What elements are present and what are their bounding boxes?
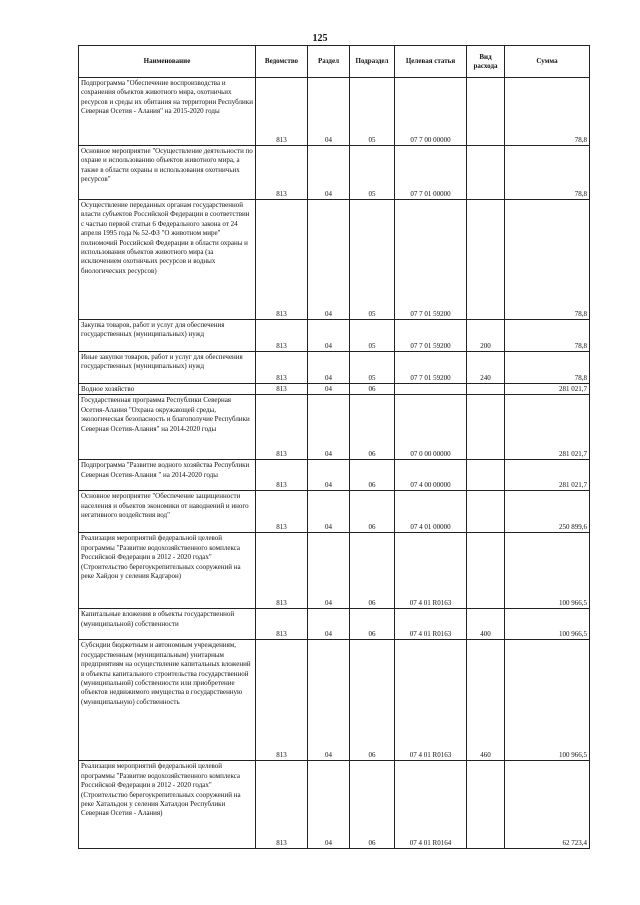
row-sum: 100 966,5 (505, 640, 590, 761)
row-section: 04 (308, 460, 350, 491)
row-subsection: 05 (350, 320, 395, 352)
row-section: 04 (308, 609, 350, 640)
row-sum: 78,8 (505, 352, 590, 384)
col-header-target: Целевая статья (395, 46, 467, 78)
row-expense-type (467, 395, 505, 460)
row-section: 04 (308, 352, 350, 384)
row-expense-type (467, 460, 505, 491)
row-target: 07 7 00 00000 (395, 78, 467, 146)
row-section: 04 (308, 533, 350, 609)
row-subsection: 06 (350, 395, 395, 460)
row-name: Реализация мероприятий федеральной целевой программы "Развитие водохозяйственного комплекса Российской Федерации в 2012 - 2020 годах" (Строительство берегоукрепительных сооружений на реке Хатальдон у селения Хаталдон Республики Северная Осетия - Алания) (79, 761, 256, 849)
row-target: 07 4 01 R0163 (395, 609, 467, 640)
row-dept: 813 (256, 609, 308, 640)
table-row (79, 320, 590, 352)
table-row (79, 609, 590, 640)
row-expense-type (467, 78, 505, 146)
row-target: 07 4 01 R0163 (395, 533, 467, 609)
row-sum: 100 966,5 (505, 609, 590, 640)
table-row (79, 200, 590, 320)
row-target: 07 7 01 59200 (395, 320, 467, 352)
row-expense-type (467, 200, 505, 320)
row-expense-type: 460 (467, 640, 505, 761)
row-section: 04 (308, 640, 350, 761)
row-name: Основное мероприятие "Осуществление деятельности по охране и использованию объектов животного мира, а также в области охраны и использования охотничьих ресурсов" (79, 146, 256, 200)
table-row (79, 384, 590, 395)
row-dept: 813 (256, 78, 308, 146)
row-section: 04 (308, 320, 350, 352)
col-header-expense-type: Вид расхода (467, 46, 505, 78)
row-dept: 813 (256, 761, 308, 849)
table-row (79, 78, 590, 146)
row-subsection: 06 (350, 533, 395, 609)
row-name: Закупка товаров, работ и услуг для обеспечения государственных (муниципальных) нужд (79, 320, 256, 352)
col-header-name: Наименование (79, 46, 256, 78)
row-sum: 281 021,7 (505, 395, 590, 460)
row-expense-type: 400 (467, 609, 505, 640)
row-target: 07 7 01 59200 (395, 200, 467, 320)
row-sum: 62 723,4 (505, 761, 590, 849)
row-name: Основное мероприятие "Обеспечение защищенности населения и объектов экономики от наводнений и иного негативного воздействия вод" (79, 491, 256, 533)
row-section: 04 (308, 146, 350, 200)
row-section: 04 (308, 395, 350, 460)
row-section: 04 (308, 491, 350, 533)
row-subsection: 05 (350, 78, 395, 146)
budget-table (78, 45, 590, 849)
row-subsection: 06 (350, 609, 395, 640)
row-expense-type (467, 146, 505, 200)
row-subsection: 06 (350, 460, 395, 491)
row-sum: 78,8 (505, 200, 590, 320)
row-target (395, 384, 467, 395)
row-name: Подпрограмма "Развитие водного хозяйства Республики Северная Осетия-Алания " на 2014-2020 годы (79, 460, 256, 491)
table-row (79, 146, 590, 200)
row-sum: 78,8 (505, 78, 590, 146)
col-header-dept: Ведомство (256, 46, 308, 78)
row-expense-type (467, 384, 505, 395)
row-section: 04 (308, 200, 350, 320)
row-subsection: 05 (350, 200, 395, 320)
row-dept: 813 (256, 640, 308, 761)
row-dept: 813 (256, 146, 308, 200)
row-sum: 281 021,7 (505, 460, 590, 491)
row-name: Государственная программа Республики Северная Осетия-Алания "Охрана окружающей среды, экологическая безопасность и благополучие Республики Северная Осетия-Алания" на 2014-2020 годы (79, 395, 256, 460)
table-row (79, 491, 590, 533)
row-expense-type (467, 491, 505, 533)
row-subsection: 05 (350, 352, 395, 384)
row-sum: 100 966,5 (505, 533, 590, 609)
row-name: Капитальные вложения в объекты государственной (муниципальной) собственности (79, 609, 256, 640)
page-number: 125 (312, 33, 328, 44)
row-dept: 813 (256, 460, 308, 491)
row-target: 07 4 00 00000 (395, 460, 467, 491)
row-sum: 78,8 (505, 320, 590, 352)
col-header-subsection: Подраздел (350, 46, 395, 78)
row-target: 07 0 00 00000 (395, 395, 467, 460)
row-subsection: 06 (350, 761, 395, 849)
row-dept: 813 (256, 491, 308, 533)
row-name: Подпрограмма "Обеспечение воспроизводства и сохранения объектов животного мира, охотничьих ресурсов и среды их обитания на территории Республики Северная Осетия - Алания" на 2015-2020 годы (79, 78, 256, 146)
row-subsection: 06 (350, 640, 395, 761)
row-sum: 78,8 (505, 146, 590, 200)
row-target: 07 7 01 59200 (395, 352, 467, 384)
col-header-sum: Сумма (505, 46, 590, 78)
table-row (79, 761, 590, 849)
table-row (79, 460, 590, 491)
row-subsection: 06 (350, 384, 395, 395)
row-subsection: 06 (350, 491, 395, 533)
row-dept: 813 (256, 320, 308, 352)
row-section: 04 (308, 761, 350, 849)
row-target: 07 4 01 R0163 (395, 640, 467, 761)
row-dept: 813 (256, 352, 308, 384)
row-dept: 813 (256, 533, 308, 609)
row-dept: 813 (256, 384, 308, 395)
row-section: 04 (308, 78, 350, 146)
row-name: Реализация мероприятий федеральной целевой программы "Развитие водохозяйственного комплекса Российской Федерации в 2012 - 2020 годах" (Строительство берегоукрепительных сооружений на реке Хайдон у селения Кадгарон) (79, 533, 256, 609)
row-expense-type (467, 761, 505, 849)
row-name: Субсидии бюджетным и автономным учреждениям, государственным (муниципальным) унитарным предприятиям на осуществление капитальных вложений в объекты капитального строительства государственной (муниципальной) собственности или приобретение объектов недвижимого имущества в государственную (муниципальную) собственность (79, 640, 256, 761)
table-row (79, 640, 590, 761)
table-row (79, 395, 590, 460)
row-dept: 813 (256, 395, 308, 460)
row-name: Водное хозяйство (79, 384, 256, 395)
col-header-section: Раздел (308, 46, 350, 78)
table-row (79, 533, 590, 609)
row-name: Иные закупки товаров, работ и услуг для обеспечения государственных (муниципальных) нужд (79, 352, 256, 384)
table-header-row (79, 46, 590, 78)
row-section: 04 (308, 384, 350, 395)
table-row (79, 352, 590, 384)
row-target: 07 7 01 00000 (395, 146, 467, 200)
row-name: Осуществление переданных органам государственной власти субъектов Российской Федерации в соответствии с частью первой статьи 6 Федерального закона от 24 апреля 1995 года № 52-ФЗ "О животном мире" полномочий Российской Федерации в области охраны и использования объектов животного мира (за исключением охотничьих ресурсов и водных биологических ресурсов) (79, 200, 256, 320)
row-target: 07 4 01 R0164 (395, 761, 467, 849)
row-sum: 250 899,6 (505, 491, 590, 533)
row-expense-type (467, 533, 505, 609)
row-dept: 813 (256, 200, 308, 320)
row-target: 07 4 01 00000 (395, 491, 467, 533)
row-expense-type: 240 (467, 352, 505, 384)
row-expense-type: 200 (467, 320, 505, 352)
row-sum: 281 021,7 (505, 384, 590, 395)
row-subsection: 05 (350, 146, 395, 200)
